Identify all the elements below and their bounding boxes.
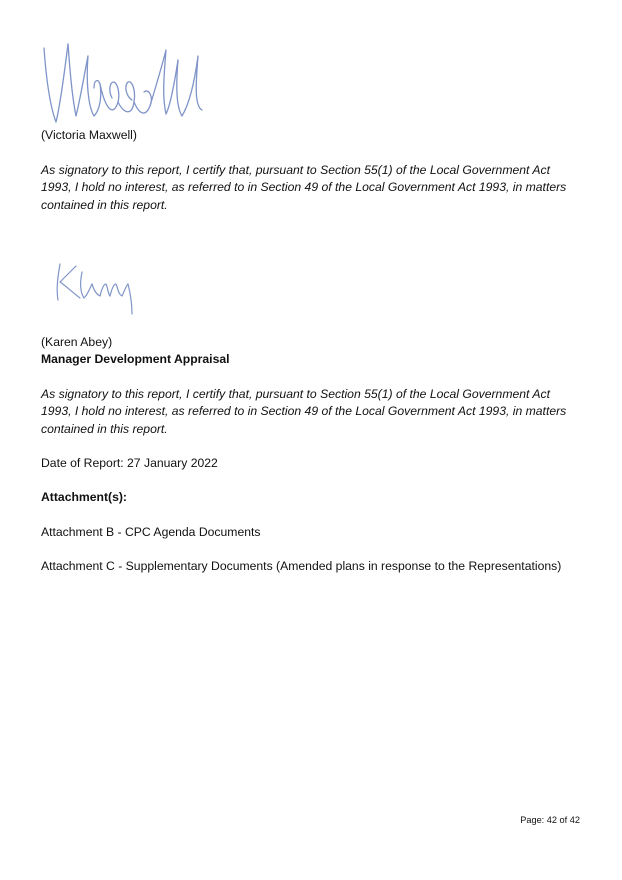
attachment-item: Attachment B - CPC Agenda Documents [41,525,261,539]
statement-line: As signatory to this report, I certify that, pursuant to Section 55(1) of the Local Government Act [41,163,550,177]
signatory-statement [41,162,601,214]
statement-line: contained in this report. [41,197,168,212]
page-number: Page: 42 of 42 [520,815,580,825]
signatory-title: Manager Development Appraisal [41,352,230,366]
signatory-statement [41,386,601,438]
report-date: Date of Report: 27 January 2022 [41,456,218,470]
attachment-item: Attachment C - Supplementary Documents (Amended plans in response to the Representations) [41,559,562,573]
statement-line: contained in this report. [41,421,168,436]
statement-line: 1993, I hold no interest, as referred to in Section 49 of the Local Government Act 1993, in matters [41,404,567,419]
statement-line: 1993, I hold no interest, as referred to in Section 49 of the Local Government Act 1993, in matters [41,180,567,195]
signatory-name: (Victoria Maxwell) [41,128,137,142]
attachments-heading: Attachment(s): [41,490,127,504]
signatory-name: (Karen Abey) [41,335,113,349]
statement-line: As signatory to this report, I certify that, pursuant to Section 55(1) of the Local Government Act [41,387,550,401]
signature-maxwell-icon [36,36,206,128]
signature-abey-icon [50,258,146,320]
